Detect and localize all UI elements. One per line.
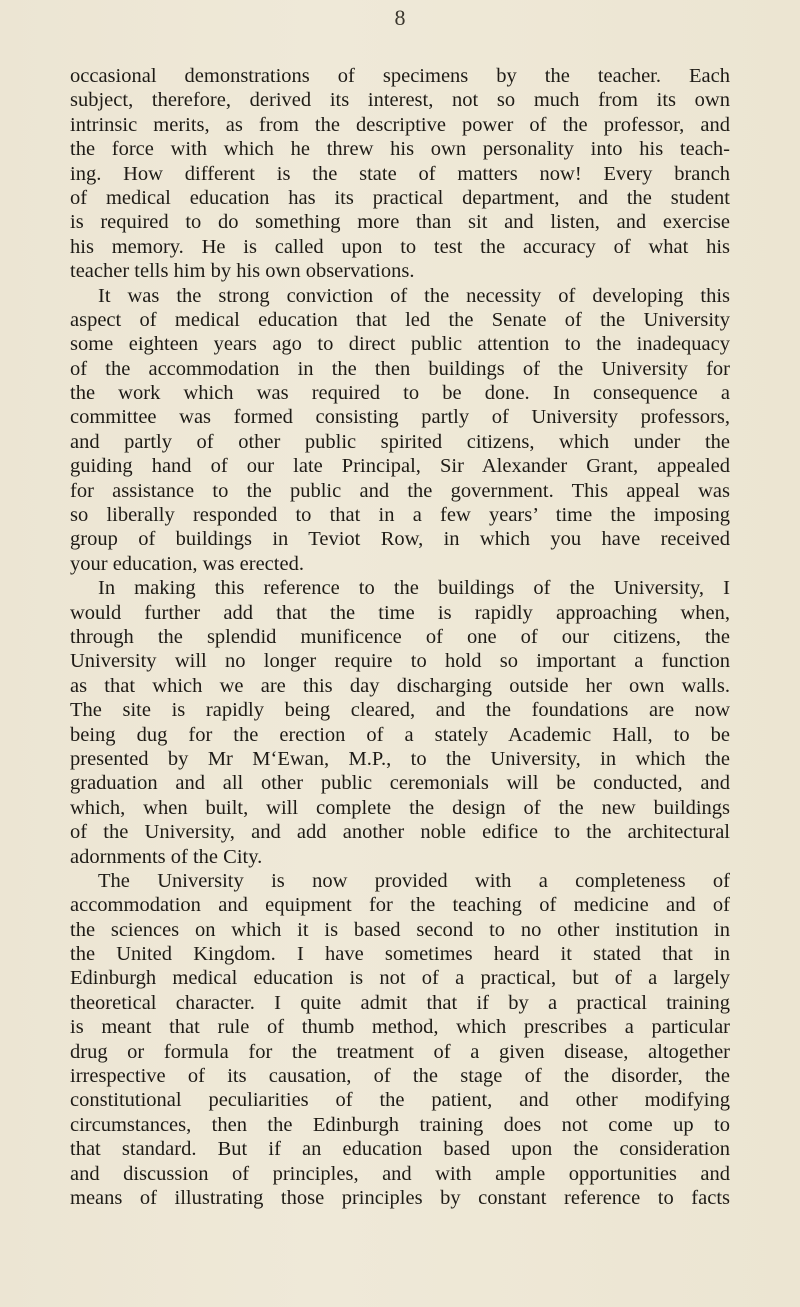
text-line: of the accommodation in the then buildings of the University for	[70, 357, 730, 380]
text-line: constitutional peculiarities of the patient, and other modifying	[70, 1089, 730, 1112]
paragraph	[70, 576, 730, 869]
text-line: accommodation and equipment for the teaching of medicine and of	[70, 894, 730, 917]
body-text	[70, 64, 730, 1210]
text-line: adornments of the City.	[70, 845, 263, 868]
text-line: aspect of medical education that led the Senate of the University	[70, 308, 730, 331]
text-line: would further add that the time is rapidly approaching when,	[70, 601, 730, 624]
text-line: irrespective of its causation, of the stage of the disorder, the	[70, 1065, 730, 1088]
text-line: so liberally responded to that in a few years’ time the imposing	[70, 504, 730, 527]
text-line: for assistance to the public and the government. This appeal was	[70, 479, 730, 502]
text-line: ing. How different is the state of matters now! Every branch	[70, 162, 730, 185]
text-line: circumstances, then the Edinburgh training does not come up to	[70, 1113, 730, 1136]
text-line: theoretical character. I quite admit that if by a practical training	[70, 991, 730, 1014]
text-line: graduation and all other public ceremonials will be conducted, and	[70, 772, 730, 795]
text-line: drug or formula for the treatment of a given disease, altogether	[70, 1040, 730, 1063]
paragraph	[70, 284, 730, 577]
text-line: presented by Mr M‘Ewan, M.P., to the University, in which the	[70, 747, 730, 770]
text-line: his memory. He is called upon to test the accuracy of what his	[70, 235, 730, 258]
text-line: your education, was erected.	[70, 552, 304, 575]
text-line: means of illustrating those principles by constant reference to facts	[70, 1186, 730, 1209]
text-line: The site is rapidly being cleared, and the foundations are now	[70, 699, 730, 722]
text-line: and partly of other public spirited citizens, which under the	[70, 430, 730, 453]
text-line: and discussion of principles, and with ample opportunities and	[70, 1162, 730, 1185]
text-line: which, when built, will complete the design of the new buildings	[70, 796, 730, 819]
text-line: It was the strong conviction of the necessity of developing this	[98, 284, 730, 307]
text-line: the work which was required to be done. In consequence a	[70, 382, 730, 405]
text-line: committee was formed consisting partly of University professors,	[70, 406, 730, 429]
text-line: as that which we are this day discharging outside her own walls.	[70, 674, 730, 697]
text-line: through the splendid munificence of one of our citizens, the	[70, 625, 730, 648]
page-number: 8	[394, 5, 406, 30]
text-line: some eighteen years ago to direct public attention to the inadequacy	[70, 333, 730, 356]
text-line: subject, therefore, derived its interest, not so much from its own	[70, 89, 730, 112]
text-line: Edinburgh medical education is not of a practical, but of a largely	[70, 967, 730, 990]
text-line: group of buildings in Teviot Row, in which you have received	[70, 528, 730, 551]
text-line: intrinsic merits, as from the descriptive power of the professor, and	[70, 113, 730, 136]
text-line: University will no longer require to hold so important a function	[70, 650, 730, 673]
text-line: occasional demonstrations of specimens by the teacher. Each	[70, 65, 730, 87]
paragraph	[70, 869, 730, 1210]
paragraph	[70, 64, 730, 284]
text-line: that standard. But if an education based upon the consideration	[70, 1138, 730, 1161]
text-line: of medical education has its practical department, and the student	[70, 186, 730, 209]
text-line: guiding hand of our late Principal, Sir Alexander Grant, appealed	[70, 455, 730, 478]
text-line: is required to do something more than sit and listen, and exercise	[70, 211, 730, 234]
text-line: The University is now provided with a completeness of	[98, 869, 730, 892]
text-line: teacher tells him by his own observations.	[70, 260, 415, 283]
text-line: being dug for the erection of a stately Academic Hall, to be	[70, 723, 730, 746]
text-line: the United Kingdom. I have sometimes heard it stated that in	[70, 943, 730, 966]
text-line: the force with which he threw his own personality into his teach-	[70, 138, 730, 161]
text-line: of the University, and add another noble edifice to the architectural	[70, 821, 730, 844]
text-line: is meant that rule of thumb method, which prescribes a particular	[70, 1016, 730, 1039]
text-line: the sciences on which it is based second to no other institution in	[70, 918, 730, 941]
text-line: In making this reference to the buildings of the University, I	[98, 577, 730, 600]
